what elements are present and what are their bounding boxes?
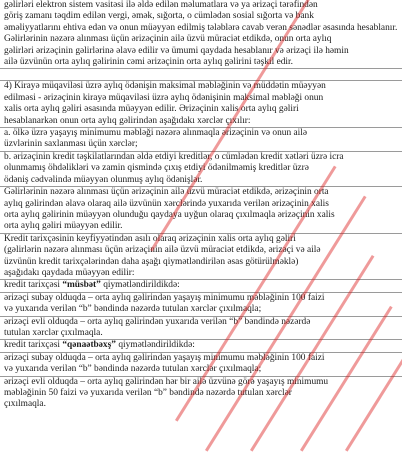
text-line [4, 280, 399, 291]
heading-suffix: qiymətləndirildikdə: [100, 280, 180, 291]
text-line: üzvlərinin saxlanması üçün xərclər; [4, 139, 138, 150]
heading-prefix: kredit tarixçəsi [4, 280, 63, 291]
paragraph-rent-payment [0, 81, 402, 128]
text-line: orta aylıq gəliri müəyyən edilir. [4, 221, 123, 232]
text-line [4, 340, 399, 351]
text-line: və yuxarıda verilən “b” bəndində nəzərdə tutulan xərclər çıxılmaqla; [4, 304, 262, 315]
text-line: göriş zamanı təqdim edilən vergi, əmək, sığorta, o cümlədən sosial sığorta və bank [4, 11, 314, 22]
paragraph-satisfactory-single [0, 353, 402, 377]
text-line: tutulan xərclər çıxılmaqla. [4, 327, 103, 338]
paragraph-family-income [0, 187, 402, 234]
paragraph-income-sources [0, 0, 402, 69]
heading-credit-satisfactory [0, 340, 402, 352]
text-line: edilməsi - ərizəçinin kirayə müqaviləsi üzrə aylıq ödənişinin maksimal məbləği onun [4, 92, 324, 103]
text-line: b. ərizəçinin kredit təşkilatlarından əldə etdiyi kreditlər, o cümlədən kredit xətləri üzrə icra [4, 151, 344, 162]
text-line: 4) Kirayə müqaviləsi üzrə aylıq ödənişin maksimal məbləğinin və müddətin müəyyən [4, 81, 326, 92]
text-line: gəlirləri elektron sistem vasitəsi ilə əldə edilən məlumatlara və ya ərizəçi tərəfindən [4, 0, 318, 10]
text-line: xalis orta aylıq gəliri əsasında müəyyən edilir. Ərizəçinin xalis orta aylıq gəliri [4, 104, 299, 115]
text-line: aşağıdakı qaydada müəyyən edilir: [4, 267, 135, 278]
text-line: Gəlirlərinin nəzərə alınması üçün ərizəçinin ailə üzvü müraciət etdikdə, ərizəçinin orta [4, 187, 329, 198]
text-line: ərizəçi subay olduqda – orta aylıq gəlirindən yaşayış minimumu məbləğinin 100 faizi [4, 292, 325, 303]
text-line: olunmamış öhdəlikləri və zamin qismində çıxış etdiyi ödənilməmiş kreditlər üzrə [4, 163, 309, 174]
heading-suffix: qiymətləndirildikdə: [115, 340, 195, 351]
text-line: üzvünün kredit tarixçələrindən daha aşağı qiymətləndirilən əsas götürülməklə) [4, 256, 299, 267]
text-line: ailə üzvünün orta aylıq gəlirinin cəmi ərizəçinin orta aylıq gəlirini təşkil edir. [4, 57, 293, 68]
text-line: aylıq gəlirindən əlavə olaraq ailə üzvünün xərclərində yuxarıda verilən ərizəçinin xalis [4, 198, 329, 209]
text-line: məbləğinin 50 faizi və yuxarıda verilən “b” bəndində nəzərdə tutulan xərclər [4, 388, 292, 398]
text-line: Kredit tarixçəsinin keyfiyyətindən asılı olaraq ərizəçinin xalis orta aylıq gəliri [4, 233, 296, 244]
paragraph-positive-single [0, 293, 402, 317]
text-line: ərizəçi subay olduqda – orta aylıq gəlirindən yaşayış minimumu məbləğinin 100 faizi [4, 352, 325, 363]
text-line: ödəniş cədvəlində müəyyən olunmuş aylıq ödənişlər. [4, 174, 203, 185]
rating-positive: “müsbət” [62, 280, 101, 291]
paragraph-credit-history [0, 234, 402, 281]
text-line: əməliyyatlarını ehtiva edən və onun müəyyən edilmiş tələblərə cavab verən sənədlər əsasında hesablanır. [4, 22, 398, 33]
paragraph-positive-married [0, 317, 402, 341]
rating-satisfactory: “qənaətbəxş” [62, 340, 116, 351]
text-line: gəlirləri ərizəçinin gəlirlərinə əlavə edilir və ümumi qaydada hesablanır və ərizəçi ilə həmin [4, 45, 349, 56]
text-line: ərizəçi evli olduqda – orta aylıq gəlirindən yuxarıda verilən “b” bəndində nəzərdə [4, 316, 311, 327]
text-line: çıxılmaqla. [4, 399, 46, 410]
empty-row [0, 69, 402, 81]
heading-prefix: kredit tarixçəsi [4, 340, 63, 351]
text-line: və yuxarıda verilən “b” bəndində nəzərdə tutulan xərclər çıxılmaqla; [4, 364, 262, 375]
text-line: (gəlirlərin nəzərə alınması üçün ərizəçinin ailə üzvü müraciət etdikdə, ərizəçi və ailə [4, 245, 321, 256]
text-line: ərizəçi evli olduqda – orta aylıq gəlirindən hər bir ailə üzvünə görə yaşayış minimumu [4, 376, 329, 387]
paragraph-item-a [0, 128, 402, 152]
text-line: hesablanarkən onun orta aylıq gəlirindən aşağıdakı xərclər çıxılır: [4, 115, 251, 126]
text-line: a. ölkə üzrə yaşayış minimumu məbləği nəzərə alınmaqla ərizəçinin və onun ailə [4, 128, 308, 139]
heading-credit-positive [0, 280, 402, 292]
text-line: Gəlirlərinin nəzərə alınması üçün ərizəçinin ailə üzvü müraciət etdikdə, onun orta aylıq [4, 34, 332, 45]
paragraph-item-b [0, 152, 402, 187]
text-line: orta aylıq gəlirinin müəyyən olunduğu qaydaya uyğun olaraq çıxılmaqla ərizəçinin xalis [4, 209, 335, 220]
paragraph-satisfactory-married [0, 377, 402, 411]
